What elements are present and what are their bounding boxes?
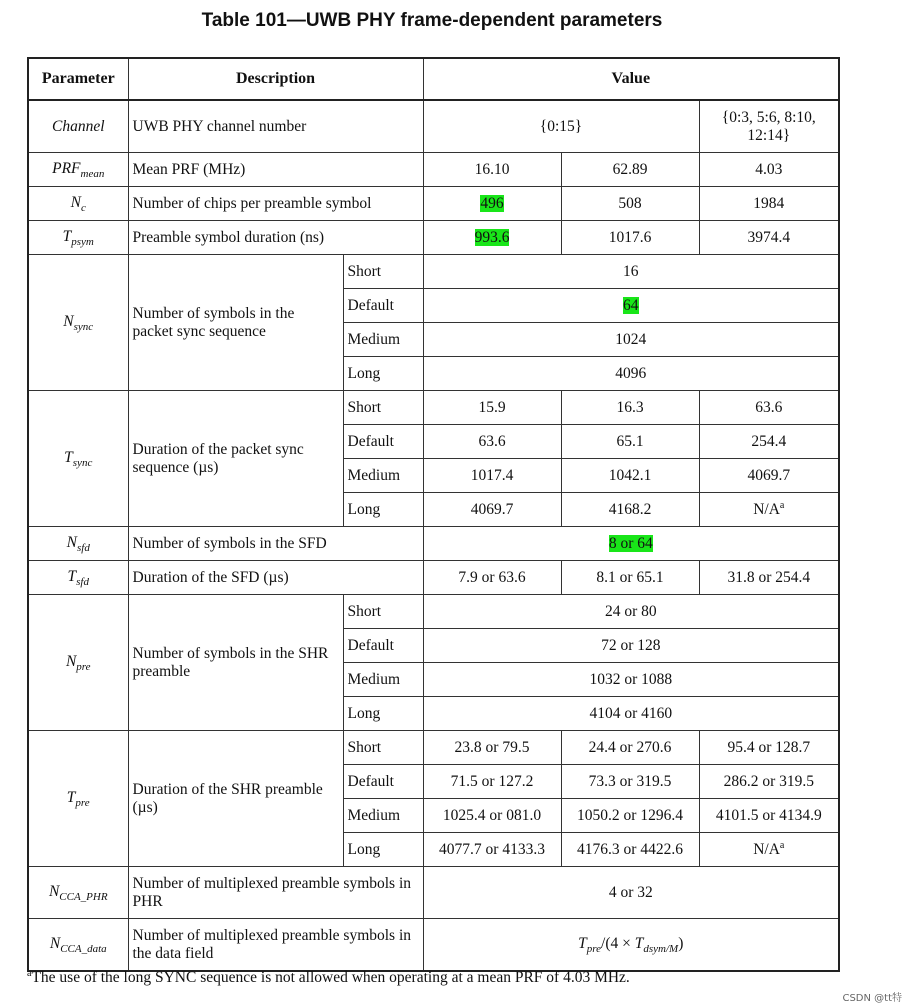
value-cell: 24.4 or 270.6: [561, 731, 699, 765]
value-cell: 8.1 or 65.1: [561, 561, 699, 595]
value-cell: 4176.3 or 4422.6: [561, 833, 699, 867]
mode-label: Default: [343, 289, 423, 323]
param-symbol: $N_{sfd}$: [28, 527, 128, 561]
highlighted-value: 496: [480, 194, 504, 212]
footnote-mark: a: [779, 500, 785, 511]
mode-label: Default: [343, 629, 423, 663]
value-cell: 1032 or 1088: [423, 663, 839, 697]
highlighted-value: 993.6: [474, 228, 510, 246]
param-description: Mean PRF (MHz): [128, 153, 423, 187]
mode-label: Short: [343, 255, 423, 289]
param-description: Preamble symbol duration (ns): [128, 221, 423, 255]
value-cell: 4077.7 or 4133.3: [423, 833, 561, 867]
value-cell: 4104 or 4160: [423, 697, 839, 731]
value-cell: 24 or 80: [423, 595, 839, 629]
table-row: [28, 153, 839, 187]
value-cell: 1017.4: [423, 459, 561, 493]
value-cell: 4168.2: [561, 493, 699, 527]
value-cell: $N/A^a$: [699, 493, 839, 527]
value-cell: 16.10: [423, 153, 561, 187]
value-cell: 254.4: [699, 425, 839, 459]
header-description: Description: [128, 58, 423, 100]
param-symbol: $N_{CCA\_PHR}$: [28, 867, 128, 919]
mode-label: Long: [343, 697, 423, 731]
value-cell: 1984: [699, 187, 839, 221]
value-cell: 16.3: [561, 391, 699, 425]
value-cell: 4 or 32: [423, 867, 839, 919]
parameters-table: [27, 57, 840, 972]
table-row: [28, 527, 839, 561]
value-cell: 16: [423, 255, 839, 289]
table-row: [28, 221, 839, 255]
mode-label: Medium: [343, 323, 423, 357]
param-description: Number of symbols in the packet sync sequence: [128, 255, 343, 391]
param-symbol: $N_{CCA\_data}$: [28, 919, 128, 972]
param-description: Number of multiplexed preamble symbols in PHR: [128, 867, 423, 919]
value-cell: $N/A^a$: [699, 833, 839, 867]
value-cell: 1042.1: [561, 459, 699, 493]
value-cell: 63.6: [423, 425, 561, 459]
value-cell: 15.9: [423, 391, 561, 425]
value-cell: 508: [561, 187, 699, 221]
param-symbol: $N_{sync}$: [28, 255, 128, 391]
mode-label: Long: [343, 833, 423, 867]
value-cell: 31.8 or 254.4: [699, 561, 839, 595]
value-cell: 1024: [423, 323, 839, 357]
table-footnote: $^a$The use of the long SYNC sequence is not allowed when operating at a mean PRF of 4.03 MHz.: [27, 968, 630, 986]
param-description: UWB PHY channel number: [128, 100, 423, 153]
header-value: Value: [423, 58, 839, 100]
formula-cell: $T_{pre}/(4 \times T_{dsym/M})$: [423, 919, 839, 972]
watermark: CSDN @tt特: [842, 993, 902, 1004]
mode-label: Short: [343, 391, 423, 425]
param-symbol: $T_{psym}$: [28, 221, 128, 255]
param-symbol: $N_{pre}$: [28, 595, 128, 731]
value-cell: {0:3, 5:6, 8:10, 12:14}: [699, 100, 839, 153]
table-row: [28, 391, 839, 425]
value-cell: 1025.4 or 081.0: [423, 799, 561, 833]
highlighted-value: 8 or 64: [608, 534, 653, 552]
mode-label: Medium: [343, 799, 423, 833]
value-cell: [423, 289, 839, 323]
table-row: [28, 595, 839, 629]
param-description: Number of chips per preamble symbol: [128, 187, 423, 221]
param-description: Duration of the packet sync sequence (µs): [128, 391, 343, 527]
value-cell: 95.4 or 128.7: [699, 731, 839, 765]
value-cell: 4096: [423, 357, 839, 391]
mode-label: Short: [343, 595, 423, 629]
table-row: [28, 561, 839, 595]
param-description: Duration of the SHR preamble (µs): [128, 731, 343, 867]
param-symbol: $N_c$: [28, 187, 128, 221]
value-cell: 4101.5 or 4134.9: [699, 799, 839, 833]
value-cell: 23.8 or 79.5: [423, 731, 561, 765]
mode-label: Short: [343, 731, 423, 765]
param-description: Duration of the SFD (µs): [128, 561, 423, 595]
table-row: [28, 731, 839, 765]
value-cell: 1050.2 or 1296.4: [561, 799, 699, 833]
header-row: [28, 58, 839, 100]
header-parameter: Parameter: [28, 58, 128, 100]
param-symbol: Channel: [28, 100, 128, 153]
table-row: [28, 100, 839, 153]
mode-label: Default: [343, 425, 423, 459]
value-cell: 1017.6: [561, 221, 699, 255]
param-symbol: $PRF_{mean}$: [28, 153, 128, 187]
mode-label: Long: [343, 493, 423, 527]
mode-label: Medium: [343, 663, 423, 697]
value-cell: 4.03: [699, 153, 839, 187]
table-row: [28, 255, 839, 289]
value-cell: [423, 527, 839, 561]
table-row: [28, 867, 839, 919]
value-cell: 4069.7: [423, 493, 561, 527]
value-cell: [423, 221, 561, 255]
param-symbol: $T_{pre}$: [28, 731, 128, 867]
mode-label: Long: [343, 357, 423, 391]
value-cell: 286.2 or 319.5: [699, 765, 839, 799]
param-description: Number of multiplexed preamble symbols in the data field: [128, 919, 423, 972]
value-cell: {0:15}: [423, 100, 699, 153]
value-cell: 62.89: [561, 153, 699, 187]
highlighted-value: 64: [623, 296, 639, 314]
value-cell: [423, 187, 561, 221]
value-cell: 72 or 128: [423, 629, 839, 663]
mode-label: Default: [343, 765, 423, 799]
value-cell: 65.1: [561, 425, 699, 459]
value-cell: 3974.4: [699, 221, 839, 255]
param-symbol: $T_{sync}$: [28, 391, 128, 527]
footnote-mark: a: [779, 840, 785, 851]
table-row: [28, 187, 839, 221]
param-symbol: $T_{sfd}$: [28, 561, 128, 595]
table-title: Table 101—UWB PHY frame-dependent parameters: [201, 10, 663, 31]
param-description: Number of symbols in the SFD: [128, 527, 423, 561]
param-description: Number of symbols in the SHR preamble: [128, 595, 343, 731]
value-cell: 4069.7: [699, 459, 839, 493]
value-cell: 63.6: [699, 391, 839, 425]
value-cell: 73.3 or 319.5: [561, 765, 699, 799]
table-row: [28, 919, 839, 972]
value-cell: 7.9 or 63.6: [423, 561, 561, 595]
mode-label: Medium: [343, 459, 423, 493]
value-cell: 71.5 or 127.2: [423, 765, 561, 799]
